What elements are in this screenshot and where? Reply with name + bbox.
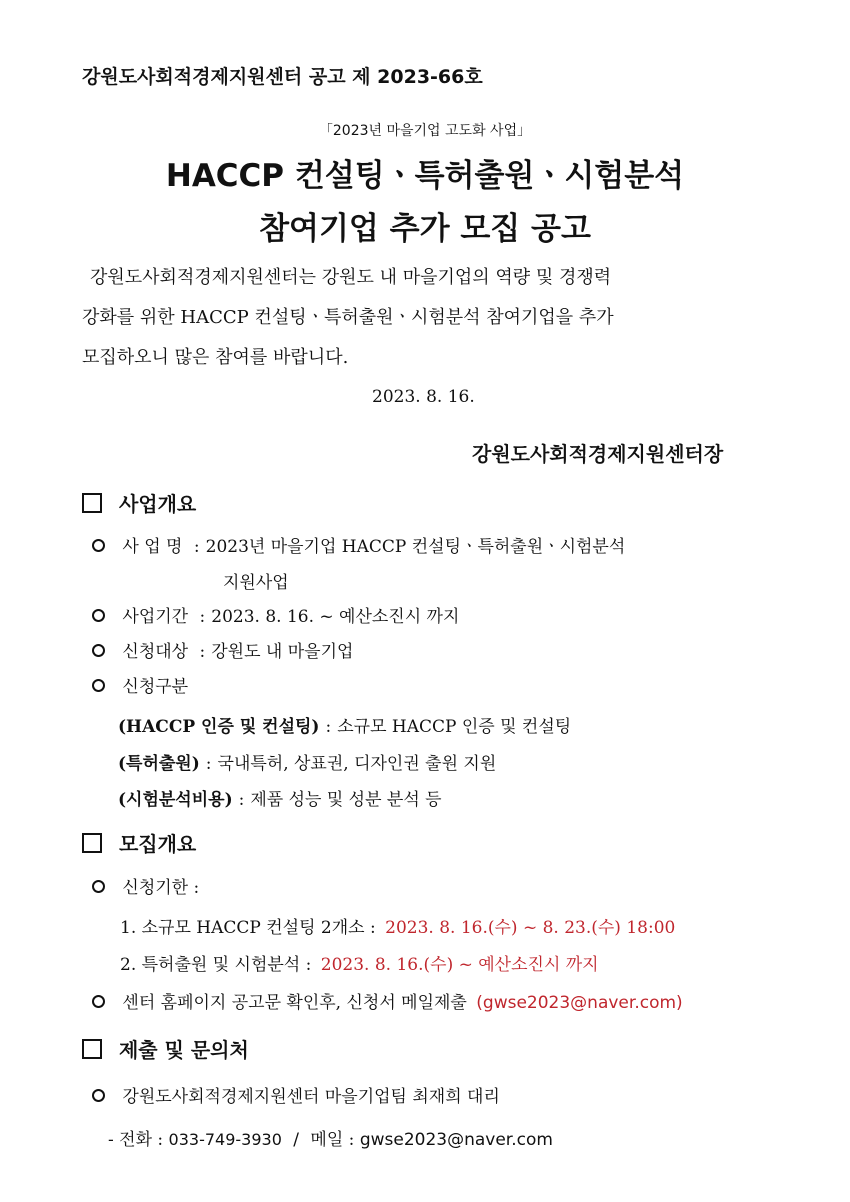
section-contact-heading: 제출 및 문의처	[82, 1034, 249, 1063]
checkbox-square-icon	[82, 1039, 102, 1059]
notice-title-line1: HACCP 컨설팅ㆍ특허출원ㆍ시험분석	[165, 158, 685, 194]
recruit-apply: 센터 홈페이지 공고문 확인후, 신청서 메일제출 (gwse2023@naver.com)	[92, 988, 683, 1013]
checkbox-square-icon	[82, 833, 102, 853]
section-recruit-heading: 모집개요	[82, 828, 196, 857]
notice-number: 강원도사회적경제지원센터 공고 제 2023-66호	[82, 66, 483, 88]
intro-line-3: 모집하오니 많은 참여를 바랍니다.	[82, 347, 349, 368]
contact-phone[interactable]: 033-749-3930	[168, 1130, 282, 1149]
overview-item-name-cont: 지원사업	[223, 573, 289, 593]
deadline-patent-period: 2023. 8. 16.(수) ~ 예산소진시 까지	[320, 955, 599, 975]
category-patent: (특허출원) : 국내특허, 상표권, 디자인권 출원 지원	[118, 754, 497, 774]
contact-email-link[interactable]: gwse2023@naver.com	[359, 1130, 553, 1150]
deadline-haccp-period: 2023. 8. 16.(수) ~ 8. 23.(수) 18:00	[385, 918, 676, 938]
bullet-circle-icon	[92, 880, 105, 893]
bullet-circle-icon	[92, 539, 105, 552]
section-overview-heading: 사업개요	[82, 488, 196, 517]
notice-title-line2: 참여기업 추가 모집 공고	[259, 211, 591, 247]
issuer: 강원도사회적경제지원센터장	[472, 442, 724, 466]
deadline-haccp: 1. 소규모 HACCP 컨설팅 2개소 : 2023. 8. 16.(수) ~ 8. 23.(수) 18:00	[120, 918, 676, 938]
deadline-patent: 2. 특허출원 및 시험분석 : 2023. 8. 16.(수) ~ 예산소진시 까지	[120, 955, 599, 975]
recruit-deadline: 신청기한 :	[92, 873, 199, 898]
bullet-circle-icon	[92, 609, 105, 622]
bullet-circle-icon	[92, 679, 105, 692]
contact-details: - 전화 : 033-749-3930 / 메일 : gwse2023@naver.com	[108, 1130, 553, 1150]
overview-item-target: 신청대상 : 강원도 내 마을기업	[92, 637, 353, 662]
intro-line-2: 강화를 위한 HACCP 컨설팅ㆍ특허출원ㆍ시험분석 참여기업을 추가	[82, 307, 614, 328]
category-testing: (시험분석비용) : 제품 성능 및 성분 분석 등	[118, 790, 442, 810]
notice-subtitle: 「2023년 마을기업 고도화 사업」	[318, 123, 532, 139]
notice-date: 2023. 8. 16.	[372, 387, 475, 407]
bullet-circle-icon	[92, 644, 105, 657]
contact-person: 강원도사회적경제지원센터 마을기업팀 최재희 대리	[92, 1082, 500, 1107]
checkbox-square-icon	[82, 493, 102, 513]
bullet-circle-icon	[92, 1089, 105, 1102]
apply-email-link[interactable]: (gwse2023@naver.com)	[476, 993, 683, 1013]
bullet-circle-icon	[92, 995, 105, 1008]
category-haccp: (HACCP 인증 및 컨설팅) : 소규모 HACCP 인증 및 컨설팅	[118, 717, 572, 737]
intro-line-1: 강원도사회적경제지원센터는 강원도 내 마을기업의 역량 및 경쟁력	[90, 267, 612, 288]
overview-item-period: 사업기간 : 2023. 8. 16. ~ 예산소진시 까지	[92, 602, 459, 627]
overview-item-name: 사 업 명 : 2023년 마을기업 HACCP 컨설팅ㆍ특허출원ㆍ시험분석	[92, 532, 625, 557]
overview-item-category: 신청구분	[92, 672, 188, 697]
